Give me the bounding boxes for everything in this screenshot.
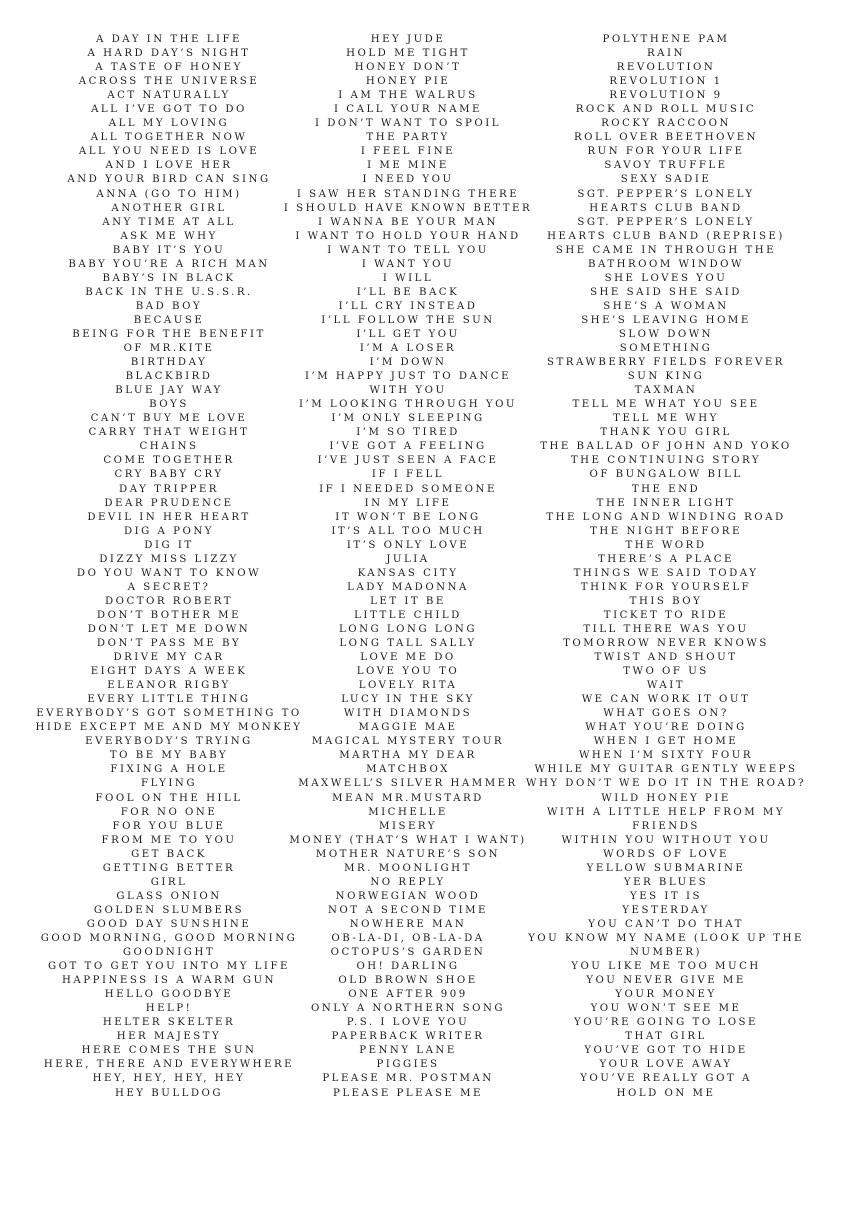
song-title: BECAUSE [133, 314, 205, 326]
song-title: TELL ME WHAT YOU SEE [572, 399, 760, 411]
song-title: TO BE MY BABY [109, 750, 229, 762]
song-title: CRY BABY CRY [114, 469, 224, 481]
song-title: LUCY IN THE SKY [341, 694, 475, 706]
song-title: MARTHA MY DEAR [339, 750, 477, 762]
song-title: ROLL OVER BEETHOVEN [573, 132, 759, 144]
song-title: ONE AFTER 909 [348, 989, 468, 1001]
song-title: EVERYBODY’S GOT SOMETHING TO [36, 708, 302, 720]
song-title: BACK IN THE U.S.S.R. [85, 286, 253, 298]
song-title: BAD BOY [135, 300, 203, 312]
song-title: I’M LOOKING THROUGH YOU [298, 399, 518, 411]
song-title: HONEY DON’T [354, 62, 462, 74]
song-title: TWIST AND SHOUT [594, 652, 738, 664]
song-title: FIXING A HOLE [110, 764, 228, 776]
song-title: MATCHBOX [366, 764, 450, 776]
song-title: IF I FELL [371, 469, 445, 481]
song-title: THE WORD [625, 539, 707, 551]
song-title: HOLD ON ME [616, 1087, 716, 1099]
song-title: TELL ME WHY [613, 413, 719, 425]
song-title: LOVELY RITA [358, 680, 458, 692]
song-column-3 [524, 33, 808, 1101]
song-title: WITH DIAMONDS [343, 708, 473, 720]
song-title: KANSAS CITY [357, 567, 459, 579]
song-title: LET IT BE [370, 595, 446, 607]
song-title: THINK FOR YOURSELF [580, 581, 752, 593]
song-title: THE END [631, 483, 701, 495]
song-title: BIRTHDAY [130, 357, 208, 369]
song-title: WHILE MY GUITAR GENTLY WEEPS [534, 764, 798, 776]
song-title: COME TOGETHER [103, 455, 235, 467]
song-title: YOU KNOW MY NAME (LOOK UP THE [528, 933, 804, 944]
song-title: I’LL FOLLOW THE SUN [321, 314, 495, 326]
song-title: A DAY IN THE LIFE [96, 34, 242, 45]
song-title: DOCTOR ROBERT [104, 595, 234, 607]
song-title: PENNY LANE [359, 1045, 457, 1057]
song-list-page [0, 33, 848, 1113]
song-title: ACT NATURALLY [107, 90, 231, 102]
song-title: DEAR PRUDENCE [104, 497, 234, 509]
song-title: I’VE GOT A FEELING [329, 441, 487, 453]
song-title: DON’T BOTHER ME [96, 609, 242, 621]
song-title: WITH YOU [369, 385, 447, 397]
song-title: BLUE JAY WAY [115, 385, 223, 397]
song-title: SGT. PEPPER’S LONELY [577, 216, 755, 228]
song-title: TILL THERE WAS YOU [583, 623, 749, 635]
song-title: SUN KING [627, 371, 705, 383]
song-title: HELP! [145, 1003, 193, 1015]
song-title: YELLOW SUBMARINE [586, 862, 746, 874]
song-title: IN MY LIFE [364, 497, 452, 509]
song-title: WITH A LITTLE HELP FROM MY [546, 806, 786, 818]
song-title: REVOLUTION 1 [609, 76, 723, 88]
song-title: YOU LIKE ME TOO MUCH [571, 961, 761, 973]
song-title: STRAWBERRY FIELDS FOREVER [547, 357, 785, 369]
song-title: IT’S ONLY LOVE [346, 539, 470, 551]
song-title: LITTLE CHILD [354, 609, 462, 621]
song-title: OH! DARLING [356, 961, 460, 973]
song-title: LOVE ME DO [360, 652, 456, 664]
song-title: YESTERDAY [622, 904, 710, 916]
song-title: PLEASE PLEASE ME [332, 1087, 483, 1099]
song-title: I’LL BE BACK [356, 286, 460, 298]
song-column-2 [258, 33, 558, 1101]
song-title: SAVOY TRUFFLE [604, 160, 728, 172]
song-title: ONLY A NORTHERN SONG [310, 1003, 506, 1015]
song-title: NUMBER) [630, 947, 702, 959]
song-title: A HARD DAY’S NIGHT [87, 48, 251, 60]
song-title: HEY BULLDOG [114, 1087, 224, 1099]
song-title: YOU WON’T SEE ME [590, 1003, 742, 1015]
song-title: LOVE YOU TO [356, 666, 460, 678]
song-title: ACROSS THE UNIVERSE [78, 76, 260, 88]
song-title: WHEN I’M SIXTY FOUR [578, 750, 754, 762]
song-title: REVOLUTION 9 [609, 90, 723, 102]
song-title: HERE COMES THE SUN [81, 1045, 257, 1057]
song-title: SHE’S A WOMAN [603, 300, 729, 312]
song-title: BABY YOU’RE A RICH MAN [68, 258, 270, 270]
song-title: DON’T PASS ME BY [96, 638, 242, 650]
song-title: REVOLUTION [616, 62, 716, 74]
song-title: AND YOUR BIRD CAN SING [67, 174, 271, 186]
song-title: YOU CAN’T DO THAT [588, 918, 744, 930]
song-title: I SHOULD HAVE KNOWN BETTER [283, 202, 533, 214]
song-title: WITHIN YOU WITHOUT YOU [561, 834, 771, 846]
song-title: MR. MOONLIGHT [344, 862, 472, 874]
song-title: A TASTE OF HONEY [95, 62, 243, 74]
song-title: MAGGIE MAE [358, 722, 458, 734]
song-title: YOU’RE GOING TO LOSE [574, 1017, 758, 1029]
song-title: SOMETHING [619, 343, 713, 355]
song-title: HER MAJESTY [116, 1031, 222, 1043]
song-title: ROCKY RACCOON [601, 118, 731, 130]
song-title: THE BALLAD OF JOHN AND YOKO [540, 441, 792, 453]
song-title: GOLDEN SLUMBERS [93, 904, 245, 916]
song-title: DAY TRIPPER [119, 483, 219, 495]
song-title: YOUR LOVE AWAY [599, 1059, 733, 1071]
song-title: YES IT IS [630, 890, 702, 902]
song-title: SHE CAME IN THROUGH THE [555, 244, 777, 256]
song-title: HERE, THERE AND EVERYWHERE [43, 1059, 295, 1071]
song-title: POLYTHENE PAM [602, 34, 730, 45]
song-title: THE PARTY [366, 132, 450, 144]
song-title: BATHROOM WINDOW [588, 258, 744, 270]
song-title: IF I NEEDED SOMEONE [319, 483, 497, 495]
song-title: ALL MY LOVING [108, 118, 230, 130]
song-title: I’M DOWN [369, 357, 447, 369]
song-title: I CALL YOUR NAME [334, 104, 482, 116]
song-title: P.S. I LOVE YOU [346, 1017, 470, 1029]
song-title: ALL I’VE GOT TO DO [91, 104, 247, 116]
song-title: DO YOU WANT TO KNOW [76, 567, 262, 579]
song-title: LONG TALL SALLY [339, 638, 477, 650]
song-title: WHY DON’T WE DO IT IN THE ROAD? [525, 778, 807, 790]
song-title: I’LL CRY INSTEAD [338, 300, 478, 312]
song-title: I WANNA BE YOUR MAN [318, 216, 498, 228]
song-title: CARRY THAT WEIGHT [88, 427, 250, 439]
song-title: TICKET TO RIDE [603, 609, 729, 621]
song-title: WAIT [646, 680, 686, 692]
song-title: FOOL ON THE HILL [95, 792, 243, 804]
song-title: NOWHERE MAN [349, 918, 467, 930]
song-title: I NEED YOU [362, 174, 454, 186]
song-title: HONEY PIE [365, 76, 451, 88]
song-title: THANK YOU GIRL [600, 427, 732, 439]
song-title: NORWEGIAN WOOD [335, 890, 481, 902]
song-title: ANY TIME AT ALL [102, 216, 236, 228]
song-title: GETTING BETTER [102, 862, 236, 874]
song-title: ASK ME WHY [120, 230, 218, 242]
song-title: GOODNIGHT [122, 947, 216, 959]
song-title: MISERY [379, 820, 437, 832]
song-title: I ME MINE [367, 160, 449, 172]
song-title: I’M ONLY SLEEPING [331, 413, 485, 425]
song-title: BLACKBIRD [125, 371, 213, 383]
song-title: SLOW DOWN [618, 328, 714, 340]
song-title: AND I LOVE HER [105, 160, 233, 172]
song-title: THIS BOY [629, 595, 703, 607]
song-title: HEARTS CLUB BAND [589, 202, 743, 214]
song-title: PAPERBACK WRITER [331, 1031, 485, 1043]
song-title: BOYS [149, 399, 189, 411]
song-title: MICHELLE [368, 806, 448, 818]
song-title: I’M HAPPY JUST TO DANCE [304, 371, 512, 383]
song-title: FOR YOU BLUE [112, 820, 226, 832]
song-title: I’M SO TIRED [356, 427, 460, 439]
song-title: THE NIGHT BEFORE [590, 525, 742, 537]
song-title: I SAW HER STANDING THERE [296, 188, 520, 200]
song-title: LADY MADONNA [347, 581, 469, 593]
song-title: HAPPINESS IS A WARM GUN [62, 975, 276, 987]
song-title: HEY, HEY, HEY, HEY [92, 1073, 246, 1085]
song-title: EVERY LITTLE THING [87, 694, 251, 706]
song-title: ALL YOU NEED IS LOVE [78, 146, 260, 158]
song-title: A SECRET? [127, 581, 211, 593]
song-title: ANOTHER GIRL [111, 202, 227, 214]
song-title: HEY JUDE [370, 34, 446, 45]
song-title: MEAN MR.MUSTARD [332, 792, 484, 804]
song-title: GET BACK [131, 848, 207, 860]
song-title: THINGS WE SAID TODAY [573, 567, 759, 579]
song-title: HELTER SKELTER [102, 1017, 236, 1029]
song-title: SHE’S LEAVING HOME [581, 314, 751, 326]
song-title: HOLD ME TIGHT [346, 48, 470, 60]
song-title: OLD BROWN SHOE [338, 975, 478, 987]
song-title: FLYING [141, 778, 197, 790]
song-title: RUN FOR YOUR LIFE [587, 146, 745, 158]
song-title: ANNA (GO TO HIM) [96, 188, 242, 200]
song-title: PLEASE MR. POSTMAN [322, 1073, 494, 1085]
song-title: THE CONTINUING STORY [570, 455, 762, 467]
song-title: ALL TOGETHER NOW [90, 132, 248, 144]
song-title: THERE’S A PLACE [598, 553, 734, 565]
song-title: HIDE EXCEPT ME AND MY MONKEY [35, 722, 303, 734]
song-title: WHAT GOES ON? [603, 708, 729, 720]
song-title: DIZZY MISS LIZZY [99, 553, 239, 565]
song-title: SGT. PEPPER’S LONELY [577, 188, 755, 200]
song-title: DON’T LET ME DOWN [87, 623, 251, 635]
song-title: YER BLUES [623, 876, 709, 888]
song-title: I’VE JUST SEEN A FACE [317, 455, 499, 467]
song-title: YOU’VE REALLY GOT A [580, 1073, 752, 1085]
song-title: OF BUNGALOW BILL [589, 469, 743, 481]
song-title: WHEN I GET HOME [593, 736, 739, 748]
song-title: ROCK AND ROLL MUSIC [575, 104, 757, 116]
song-title: MONEY (THAT’S WHAT I WANT) [289, 834, 527, 846]
song-title: TAXMAN [634, 385, 698, 397]
song-title: MAXWELL’S SILVER HAMMER [298, 778, 518, 790]
song-title: GOT TO GET YOU INTO MY LIFE [48, 961, 290, 973]
song-title: IT’S ALL TOO MUCH [331, 525, 485, 537]
song-title: WE CAN WORK IT OUT [581, 694, 751, 706]
song-title: JULIA [386, 553, 430, 565]
song-title: BABY IT’S YOU [112, 244, 226, 256]
song-title: PIGGIES [376, 1059, 440, 1071]
song-title: RAIN [647, 48, 685, 60]
song-title: OB-LA-DI, OB-LA-DA [331, 933, 485, 944]
song-title: I’M A LOSER [359, 343, 457, 355]
song-title: TOMORROW NEVER KNOWS [563, 638, 769, 650]
song-title: FRIENDS [632, 820, 700, 832]
song-title: GOOD MORNING, GOOD MORNING [40, 933, 298, 944]
song-title: CHAINS [139, 441, 199, 453]
song-title: I WANT TO TELL YOU [327, 244, 489, 256]
song-title: SHE SAID SHE SAID [590, 286, 742, 298]
song-title: WHAT YOU’RE DOING [585, 722, 747, 734]
song-title: GLASS ONION [116, 890, 222, 902]
song-title: SEXY SADIE [620, 174, 712, 186]
song-title: I DON’T WANT TO SPOIL [314, 118, 502, 130]
song-title: ELEANOR RIGBY [107, 680, 231, 692]
song-title: DRIVE MY CAR [113, 652, 225, 664]
song-title: BABY’S IN BLACK [102, 272, 236, 284]
song-title: EIGHT DAYS A WEEK [90, 666, 248, 678]
song-title: HEARTS CLUB BAND (REPRISE) [547, 230, 785, 242]
song-title: MAGICAL MYSTERY TOUR [311, 736, 505, 748]
song-title: SHE LOVES YOU [604, 272, 728, 284]
song-title: I WILL [382, 272, 434, 284]
song-title: OF MR.KITE [123, 343, 215, 355]
song-title: I FEEL FINE [360, 146, 456, 158]
song-title: I WANT YOU [361, 258, 455, 270]
song-title: GOOD DAY SUNSHINE [86, 918, 252, 930]
song-title: EVERYBODY’S TRYING [85, 736, 253, 748]
song-title: MOTHER NATURE’S SON [315, 848, 501, 860]
song-title: DEVIL IN HER HEART [87, 511, 251, 523]
song-title: I AM THE WALRUS [338, 90, 478, 102]
song-title: YOU’VE GOT TO HIDE [584, 1045, 748, 1057]
song-title: YOUR MONEY [615, 989, 717, 1001]
song-title: NOT A SECOND TIME [328, 904, 488, 916]
song-title: HELLO GOODBYE [104, 989, 234, 1001]
song-title: CAN’T BUY ME LOVE [90, 413, 248, 425]
song-title: DIG A PONY [123, 525, 214, 537]
song-title: GIRL [150, 876, 188, 888]
song-title: DIG IT [144, 539, 194, 551]
song-title: THE INNER LIGHT [596, 497, 736, 509]
song-title: BEING FOR THE BENEFIT [72, 328, 266, 340]
song-title: IT WON’T BE LONG [335, 511, 481, 523]
song-title: THE LONG AND WINDING ROAD [546, 511, 786, 523]
song-title: NO REPLY [370, 876, 446, 888]
song-title: FOR NO ONE [120, 806, 218, 818]
song-title: WORDS OF LOVE [603, 848, 729, 860]
song-title: OCTOPUS’S GARDEN [330, 947, 486, 959]
song-title: LONG LONG LONG [339, 623, 477, 635]
song-title: FROM ME TO YOU [101, 834, 237, 846]
song-title: WILD HONEY PIE [601, 792, 731, 804]
song-title: I’LL GET YOU [356, 328, 460, 340]
song-title: I WANT TO HOLD YOUR HAND [295, 230, 521, 242]
song-title: THAT GIRL [625, 1031, 707, 1043]
song-title: TWO OF US [623, 666, 709, 678]
song-title: YOU NEVER GIVE ME [586, 975, 746, 987]
